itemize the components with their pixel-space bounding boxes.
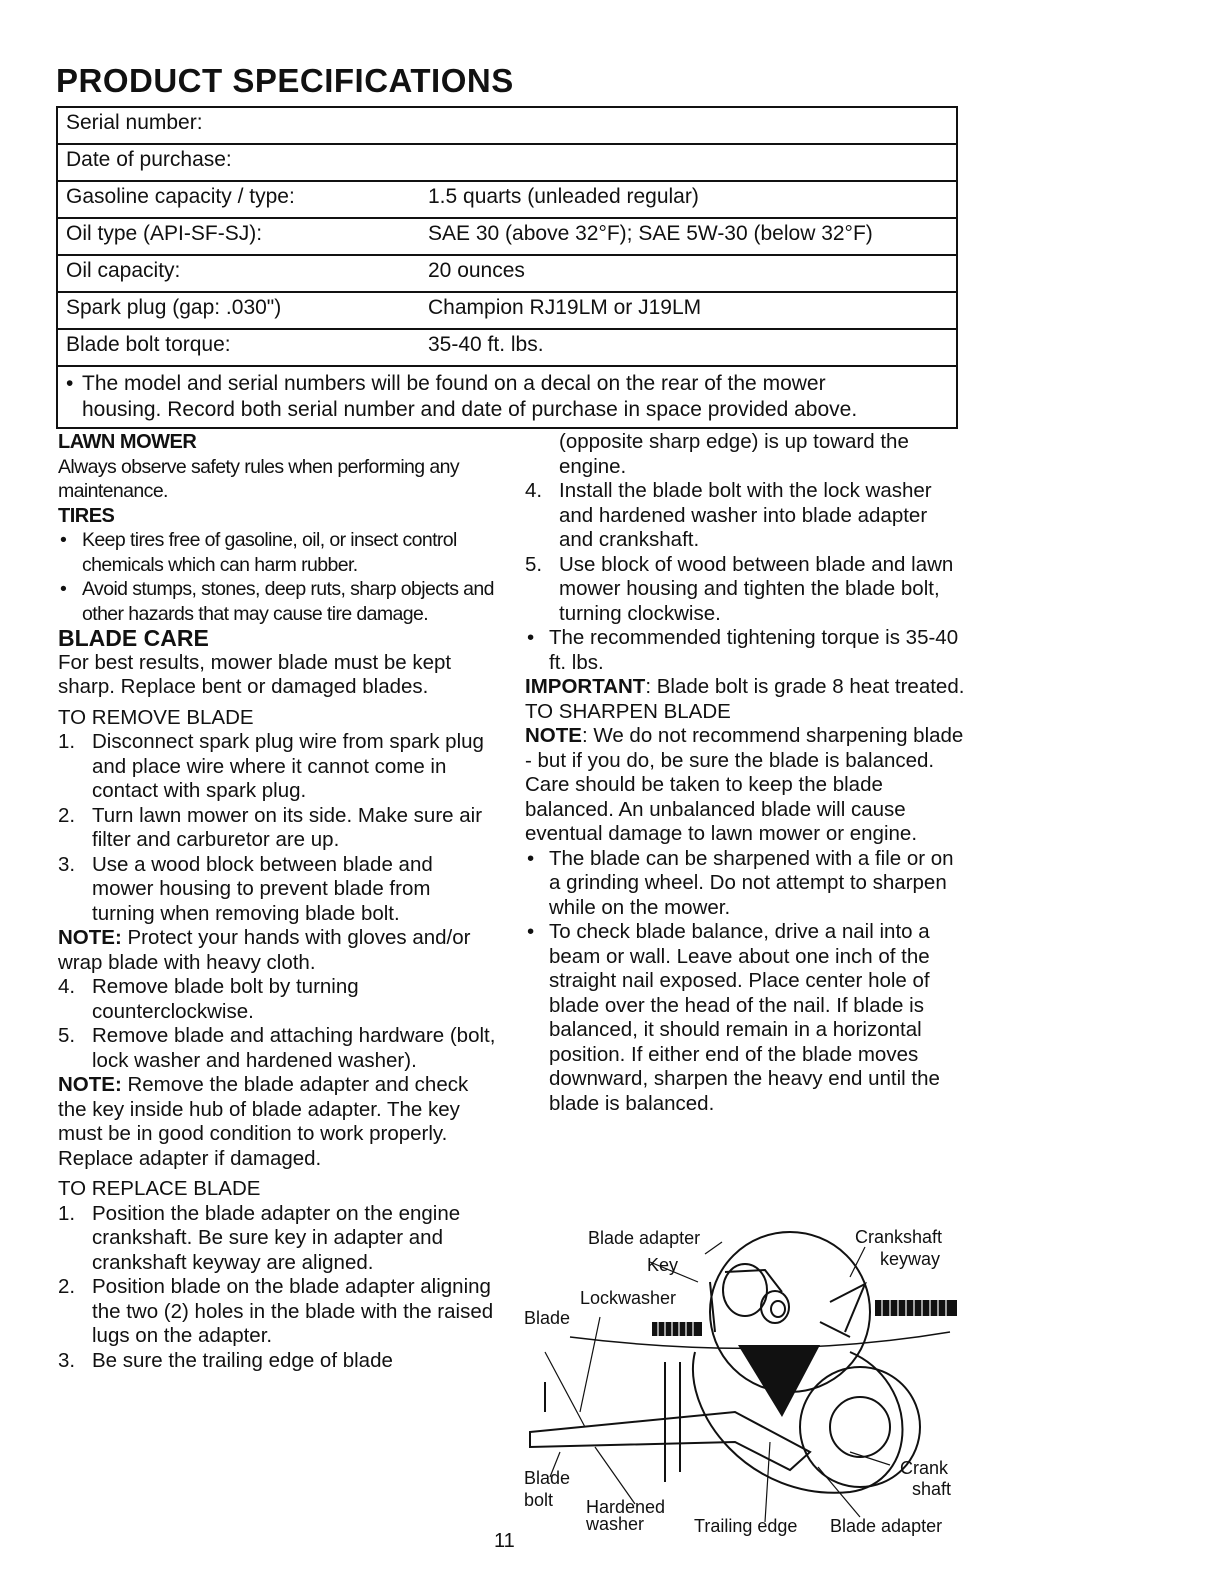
step-text: Use block of wood between blade and lawn mower housing and tighten the blade bolt, turning clockwise.	[559, 552, 954, 625]
tires-bullet: • Keep tires free of gasoline, oil, or insect control chemicals which can harm rubber.	[60, 529, 457, 576]
continued-text: (opposite sharp edge) is up toward the engine.	[559, 430, 909, 478]
spec-row	[57, 218, 957, 255]
step-number: 5.	[525, 552, 543, 576]
spec-row	[57, 107, 957, 144]
replace-blade-heading: TO REPLACE BLADE	[58, 1177, 261, 1200]
step-text: Disconnect spark plug wire from spark plug and place wire where it cannot come in contact with spark plug.	[92, 730, 484, 802]
label-crank-shaft-2: shaft	[912, 1479, 952, 1499]
note-protect: NOTE: Protect your hands with gloves and/or wrap blade with heavy cloth.	[58, 926, 471, 974]
care-text: Care should be taken to keep the blade balanced. An unbalanced blade will cause eventual damage to lawn mower or engine.	[525, 773, 918, 845]
label-hardened-washer-2: washer	[586, 1514, 645, 1534]
spec-label: Date of purchase:	[57, 144, 420, 181]
sharpen-blade-heading: TO SHARPEN BLADE	[525, 699, 731, 723]
step-number: 3.	[58, 1348, 76, 1372]
step-item	[58, 1275, 498, 1349]
spec-label: Gasoline capacity / type:	[57, 181, 420, 218]
step-item	[58, 1024, 498, 1073]
blade-care-heading: BLADE CARE	[58, 625, 209, 651]
spec-value: 1.5 quarts (unleaded regular)	[420, 181, 957, 218]
sharpen-note: NOTE: We do not recommend sharpening blade - but if you do, be sure the blade is balanced.	[525, 724, 964, 772]
bullet: •	[527, 920, 535, 943]
bullet-text: To check blade balance, drive a nail into a beam or wall. Leave about one inch of the straight nail exposed. Place center hole of blade over the head of the nail. If blade is balanced, it should remain in a horizontal position. If either end of the blade moves downward, sharpen the heavy end until the blade is balanced.	[549, 920, 940, 1115]
step-item	[58, 804, 498, 853]
step-text: Install the blade bolt with the lock washer and hardened washer into blade adapter and crankshaft.	[559, 479, 932, 551]
spec-label: Spark plug (gap: .030")	[57, 292, 420, 329]
spec-value: Champion RJ19LM or J19LM	[420, 292, 957, 329]
blade-assembly-illustration	[520, 1222, 965, 1542]
bullet: •	[527, 846, 535, 870]
spec-row	[57, 329, 957, 366]
step-item	[525, 553, 965, 627]
step-item	[58, 730, 498, 804]
tires-bullet: • Avoid stumps, stones, deep ruts, sharp objects and other hazards that may cause tire damage.	[60, 578, 494, 625]
page-title: PRODUCT SPECIFICATIONS	[56, 62, 514, 99]
step-text: Remove blade and attaching hardware (bolt, lock washer and hardened washer).	[92, 1024, 496, 1072]
step-number: 2.	[58, 803, 76, 827]
label-trailing-edge: Trailing edge	[694, 1516, 798, 1536]
step-number: 4.	[525, 479, 543, 502]
spec-value: 20 ounces	[420, 255, 957, 292]
bullet-item	[525, 920, 965, 1116]
spec-row	[57, 255, 957, 292]
step-item	[58, 853, 498, 927]
step-number: 2.	[58, 1275, 76, 1298]
step-text: Remove blade bolt by turning counterclockwise.	[92, 975, 359, 1023]
label-key: Key	[647, 1255, 679, 1275]
label-blade-adapter-bottom: Blade adapter	[830, 1516, 943, 1536]
label-crankshaft-keyway-1: Crankshaft	[855, 1227, 943, 1247]
remove-steps-a	[58, 730, 498, 926]
spec-value: 35-40 ft. lbs.	[420, 329, 957, 366]
spec-value	[420, 107, 957, 144]
step-number: 4.	[58, 975, 76, 998]
label-crank-shaft-1: Crank	[900, 1458, 949, 1478]
spec-note	[57, 366, 957, 428]
blade-care-text: For best results, mower blade must be kept sharp. Replace bent or damaged blades.	[58, 650, 452, 698]
spec-label: Oil capacity:	[57, 255, 420, 292]
remove-steps-b	[58, 975, 498, 1073]
step-item	[58, 975, 498, 1024]
label-crankshaft-keyway-2: keyway	[880, 1249, 941, 1269]
step-number: 1.	[58, 730, 76, 753]
spec-value: SAE 30 (above 32°F); SAE 5W-30 (below 32°F)	[420, 218, 957, 255]
spec-note-row	[57, 366, 957, 428]
spec-value	[420, 144, 957, 181]
tires-heading: TIRES	[58, 504, 115, 527]
label-blade-adapter-top: Blade adapter	[588, 1228, 701, 1248]
step-number: 5.	[58, 1024, 76, 1047]
step-text: Position the blade adapter on the engine crankshaft. Be sure key in adapter and crankshaft keyway are aligned.	[92, 1201, 461, 1274]
step-text: Use a wood block between blade and mower housing to prevent blade from turning when removing blade bolt.	[92, 852, 433, 925]
torque-bullet: • The recommended tightening torque is 35-40 ft. lbs.	[527, 626, 959, 674]
label-blade-bolt-1: Blade	[524, 1468, 571, 1488]
sharpen-bullets	[525, 847, 965, 1117]
note-adapter: NOTE: Remove the blade adapter and check the key inside hub of blade adapter. The key must be in good condition to work properly. Replace adapter if damaged.	[58, 1073, 469, 1170]
label-blade-bolt-2: bolt	[524, 1490, 554, 1510]
step-item	[58, 1349, 498, 1374]
step-text: Turn lawn mower on its side. Make sure air filter and carburetor are up.	[92, 803, 483, 851]
bullet-text: The blade can be sharpened with a file or on a grinding wheel. Do not attempt to sharpen while on the mower.	[549, 846, 954, 919]
label-hardened-washer-1: Hardened	[586, 1497, 666, 1517]
step-text: Position blade on the blade adapter aligning the two (2) holes in the blade with the raised lugs on the adapter.	[92, 1275, 494, 1347]
bullet: •	[66, 372, 74, 395]
spec-row	[57, 292, 957, 329]
step-number: 3.	[58, 852, 76, 876]
step-text: Be sure the trailing edge of blade	[92, 1348, 393, 1372]
right-steps	[525, 479, 965, 626]
remove-blade-heading: TO REMOVE BLADE	[58, 705, 254, 729]
lawnmower-heading: LAWN MOWER	[58, 431, 197, 453]
spec-note-line2: housing. Record both serial number and date of purchase in space provided above.	[82, 398, 858, 421]
blade-assembly-diagram	[520, 1222, 965, 1542]
left-column	[58, 430, 498, 1373]
important-note: IMPORTANT: Blade bolt is grade 8 heat treated.	[525, 675, 965, 698]
specifications-table	[56, 106, 958, 429]
lawnmower-text: Always observe safety rules when performing any maintenance.	[58, 455, 460, 502]
spec-label: Oil type (API-SF-SJ):	[57, 218, 420, 255]
page-number: 11	[494, 1530, 515, 1552]
step-number: 1.	[58, 1201, 76, 1225]
step-item	[525, 479, 965, 553]
specifications-body	[57, 107, 957, 428]
spec-row	[57, 181, 957, 218]
step-item	[58, 1202, 498, 1276]
label-lockwasher: Lockwasher	[580, 1288, 677, 1308]
bullet-item	[525, 847, 965, 921]
spec-label: Blade bolt torque:	[57, 329, 420, 366]
spec-row	[57, 144, 957, 181]
spec-label: Serial number:	[57, 107, 420, 144]
label-blade: Blade	[524, 1308, 571, 1328]
spec-note-line1: The model and serial numbers will be found on a decal on the rear of the mower	[82, 372, 826, 395]
right-column	[525, 430, 965, 1116]
replace-steps	[58, 1202, 498, 1374]
